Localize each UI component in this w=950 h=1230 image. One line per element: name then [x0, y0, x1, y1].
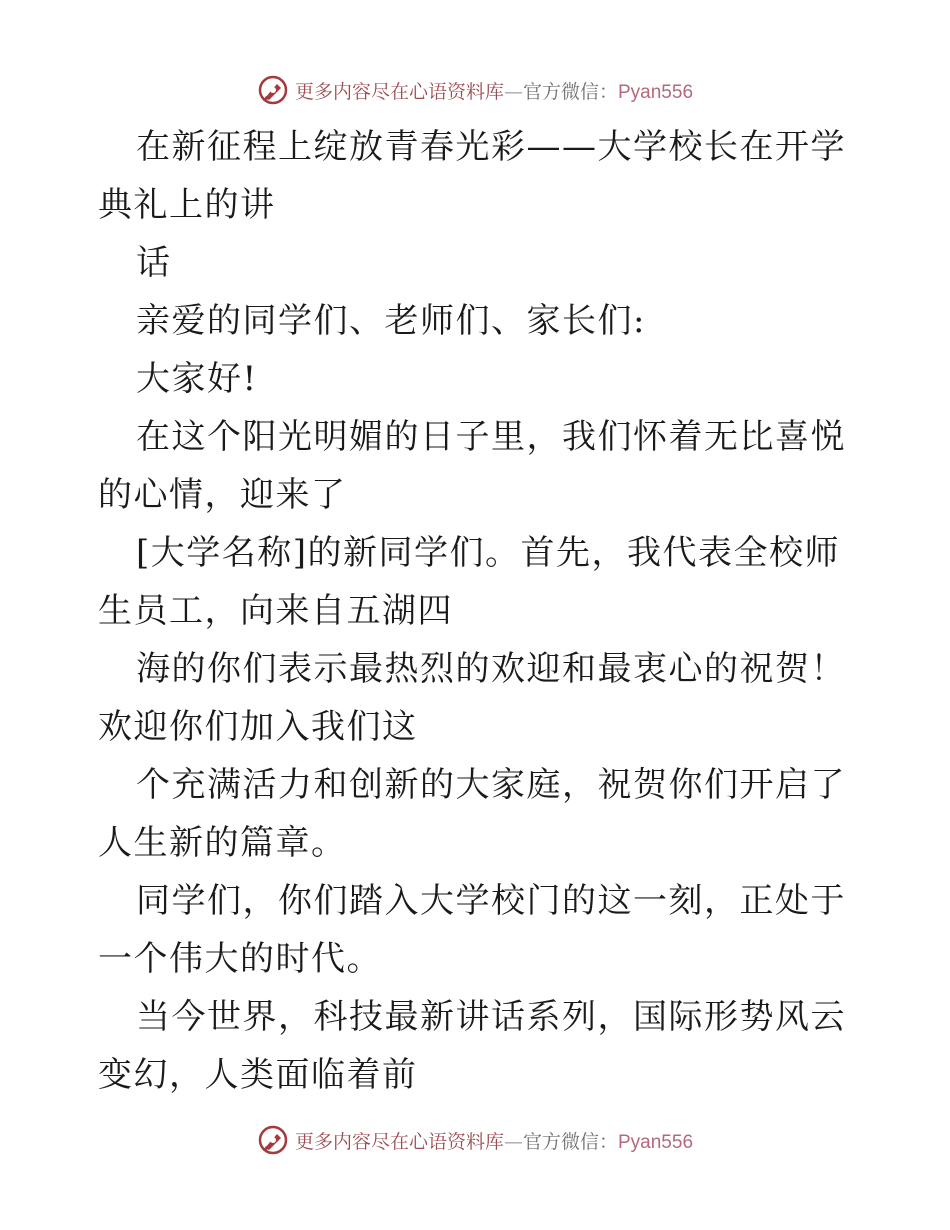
banner-text — [295, 1127, 693, 1154]
paragraph-title-end: 话 — [136, 243, 172, 283]
paragraph-body: 当今世界，科技最新讲话系列，国际形势风云变幻，人类面临着前 — [98, 997, 846, 1095]
banner-separator: — — [503, 1130, 523, 1153]
banner-wechat-label: 官方微信： — [522, 80, 618, 103]
pen-logo-icon — [257, 74, 289, 106]
paragraph-body: 同学们，你们踏入大学校门的这一刻，正处于一个伟大的时代。 — [98, 881, 846, 979]
footer-banner — [0, 1120, 950, 1160]
banner-main: 更多内容尽在心语资料库 — [294, 1130, 504, 1153]
paragraph-body: 在这个阳光明媚的日子里，我们怀着无比喜悦的心情，迎来了 — [98, 417, 846, 515]
banner-wechat-id: Pyan556 — [618, 1131, 694, 1153]
document-body — [98, 118, 858, 1104]
banner-wechat-label: 官方微信： — [522, 1130, 618, 1153]
paragraph-salutation: 亲爱的同学们、老师们、家长们: — [136, 301, 646, 341]
paragraph-body: 海的你们表示最热烈的欢迎和最衷心的祝贺！欢迎你们加入我们这 — [98, 649, 846, 747]
paragraph-greeting: 大家好! — [136, 359, 258, 399]
paragraph-body: 个充满活力和创新的大家庭，祝贺你们开启了人生新的篇章。 — [98, 765, 846, 863]
banner-main: 更多内容尽在心语资料库 — [294, 80, 504, 103]
paragraph-body: [大学名称]的新同学们。首先，我代表全校师生员工，向来自五湖四 — [98, 533, 841, 631]
banner-text — [295, 77, 693, 104]
banner-wechat-id: Pyan556 — [618, 81, 694, 103]
paragraph-title: 在新征程上绽放青春光彩——大学校长在开学典礼上的讲 — [98, 127, 846, 225]
banner-separator: — — [503, 80, 523, 103]
header-banner — [0, 70, 950, 110]
pen-logo-icon — [257, 1124, 289, 1156]
